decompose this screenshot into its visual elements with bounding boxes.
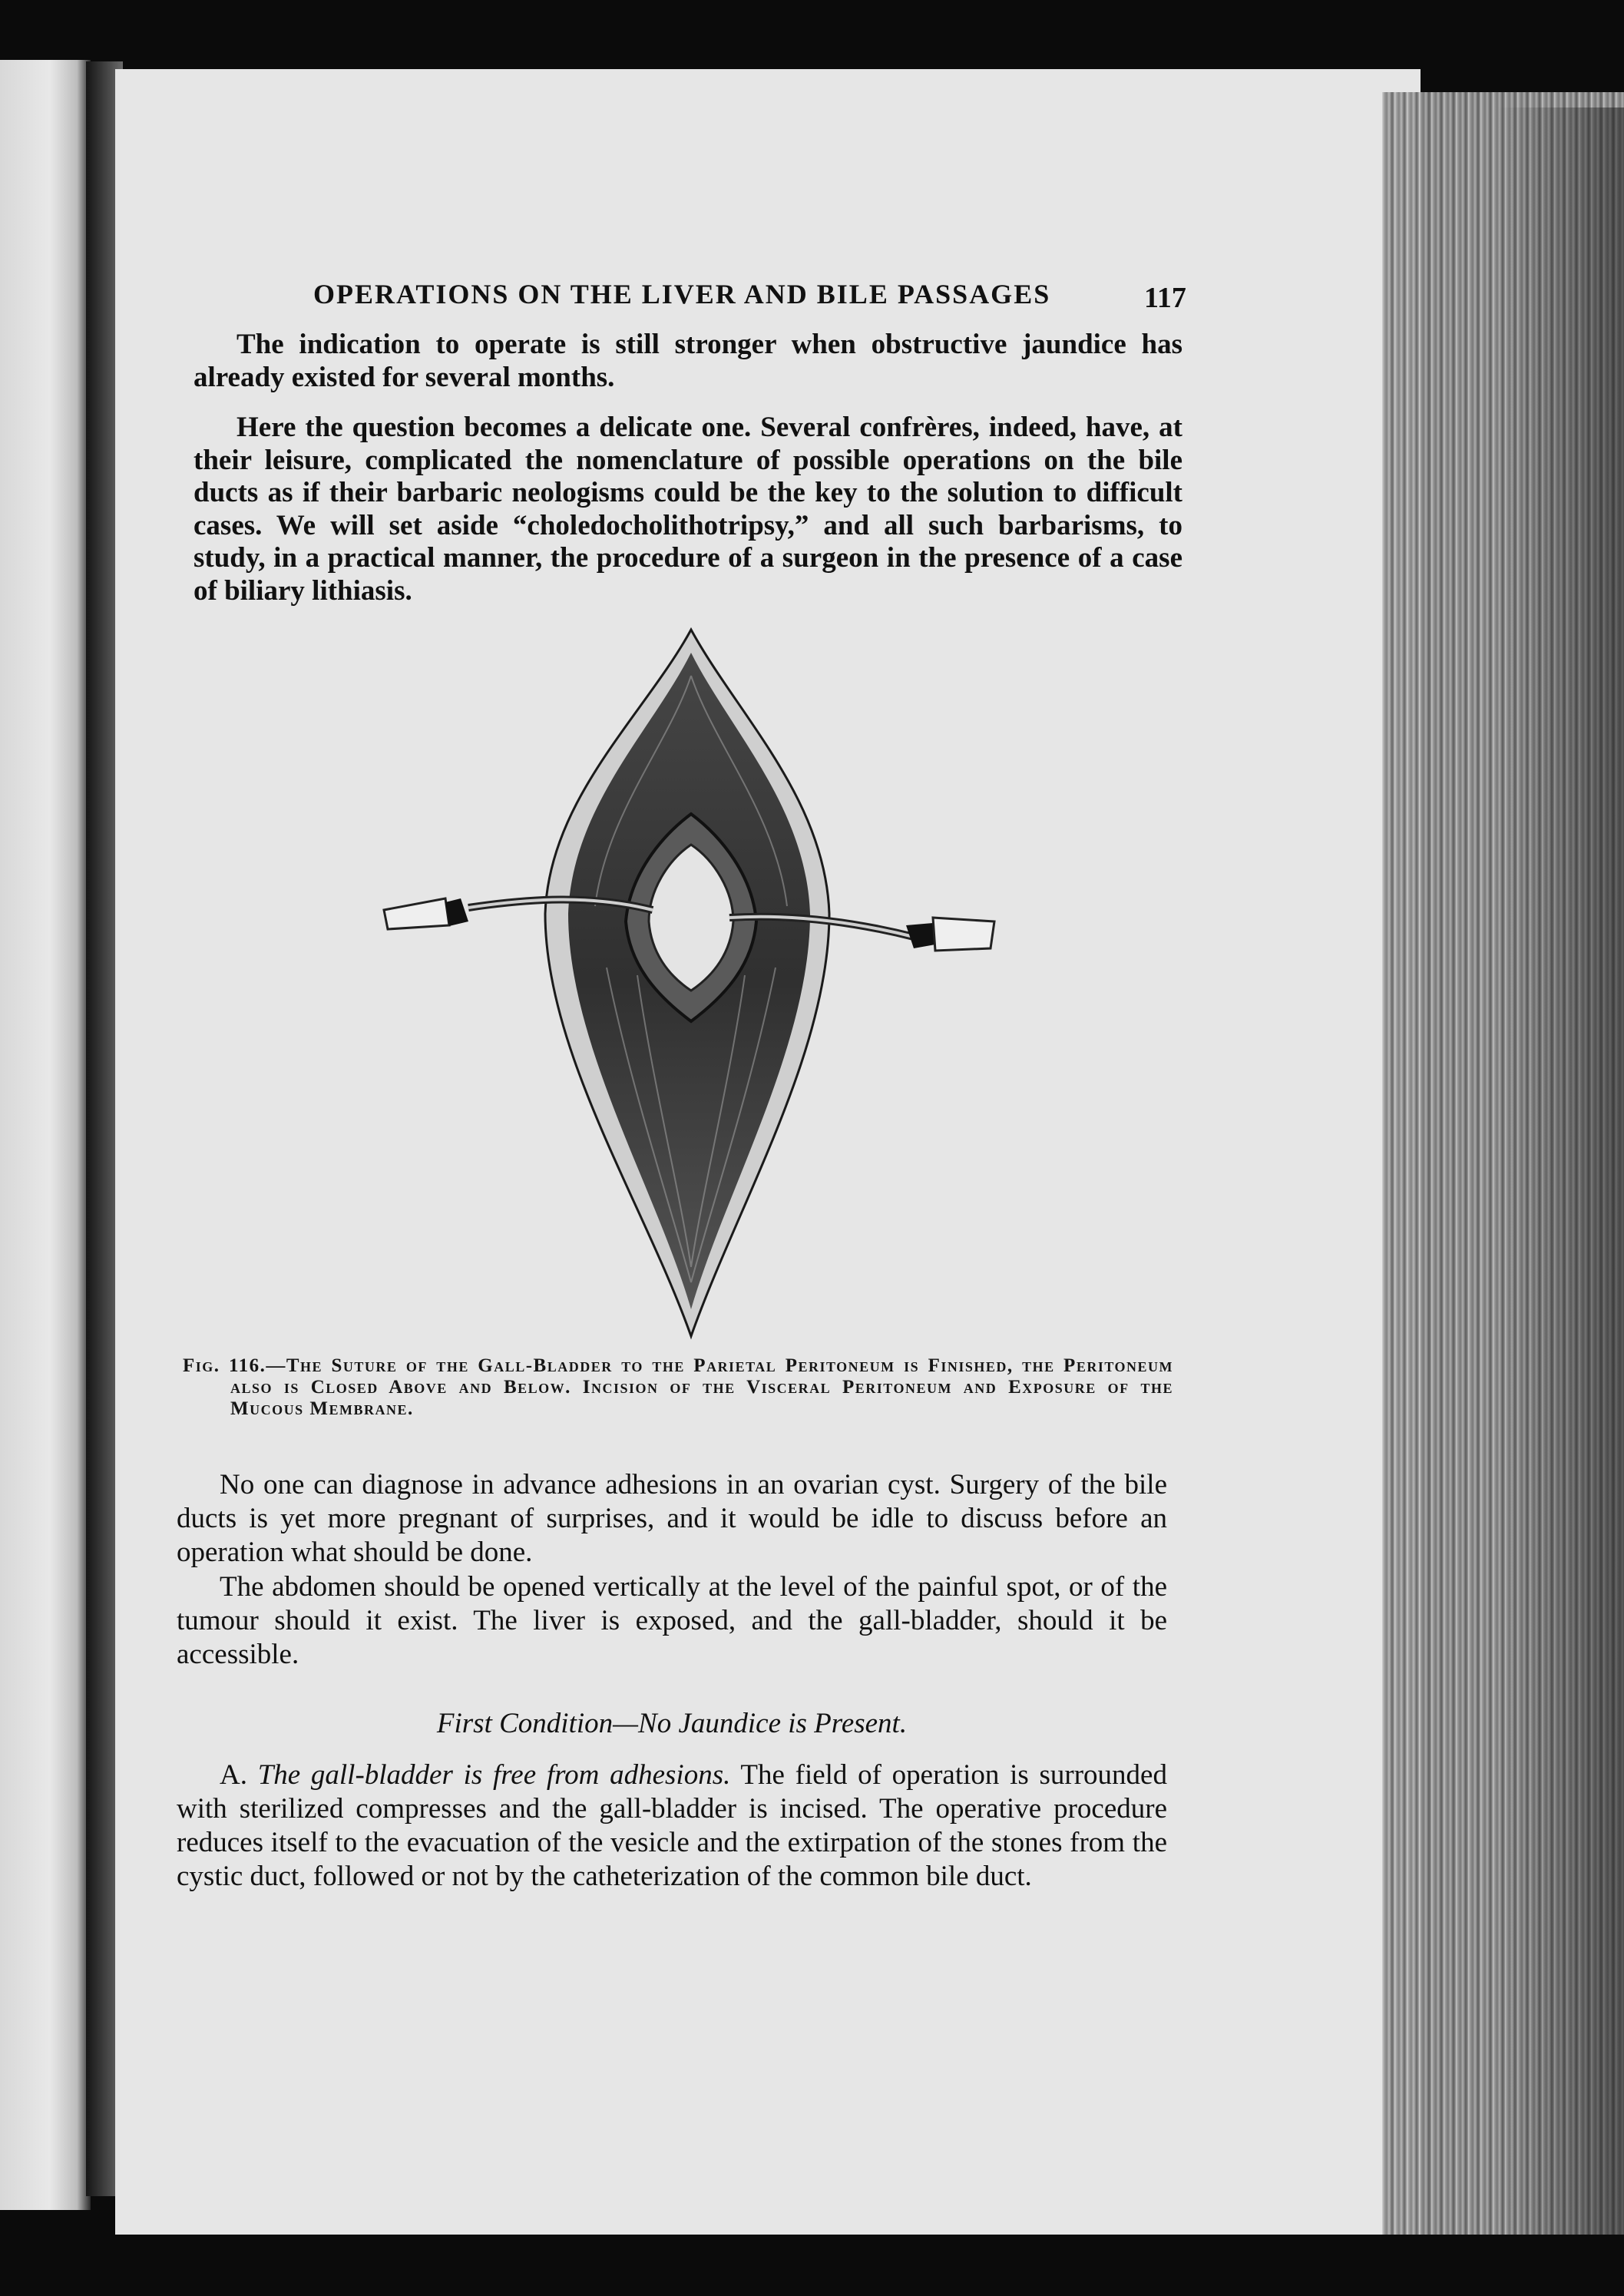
paragraph-1: The indication to operate is still stronger when obstructive jaundice has already existed for several months. bbox=[193, 329, 1182, 393]
paragraph-5-italic: The gall-bladder is free from adhesions. bbox=[257, 1759, 731, 1791]
figure-caption-label: Fig. 116. bbox=[183, 1355, 266, 1376]
paragraph-2: Here the question becomes a delicate one. Several confrères, indeed, have, at their leisure, complicated the nomenclature of possible operations on the bile ducts as if their barbaric neologisms could be the key to the solution to difficult cases. We will set aside “choledocholithotripsy,” and all such barbarisms, to study, in a practical manner, the procedure of a surgeon in the presence of a case of biliary lithiasis. bbox=[193, 412, 1182, 607]
figure-illustration bbox=[376, 622, 1014, 1344]
page-stack-shadow bbox=[1497, 108, 1624, 2235]
paragraph-3: No one can diagnose in advance adhesions in an ovarian cyst. Surgery of the bile ducts is yet more pregnant of surprises, and it would be idle to discuss before an operation what should be done. bbox=[177, 1469, 1167, 1568]
paragraph-4: The abdomen should be opened vertically at the level of the painful spot, or of the tumour should it exist. The liver is exposed, and the gall-bladder, should it be accessible. bbox=[177, 1571, 1167, 1670]
section-heading: First Condition—No Jaundice is Present. bbox=[436, 1708, 908, 1739]
figure-caption bbox=[183, 1355, 1173, 1420]
page-number: 117 bbox=[1144, 282, 1186, 314]
left-page-edge bbox=[0, 60, 91, 2210]
paragraph-5 bbox=[177, 1758, 1167, 1894]
running-header: OPERATIONS ON THE LIVER AND BILE PASSAGES bbox=[313, 279, 1051, 309]
figure-caption-text: —The Suture of the Gall-Bladder to the Parietal Peritoneum is Finished, the Peritoneum also is Closed Above and Below. Incision of the Visceral Peritoneum and Exposure of the Mucous Membrane. bbox=[230, 1355, 1173, 1419]
paragraph-5-prefix: A. bbox=[220, 1759, 258, 1791]
paragraph-5-body: The field of operation is surrounded with sterilized compresses and the gall-bladder is incised. The operative procedure reduces itself to the evacuation of the vesicle and the extirpation of the stones from the cystic duct, followed or not by the catheterization of the common bile duct. bbox=[177, 1759, 1167, 1892]
